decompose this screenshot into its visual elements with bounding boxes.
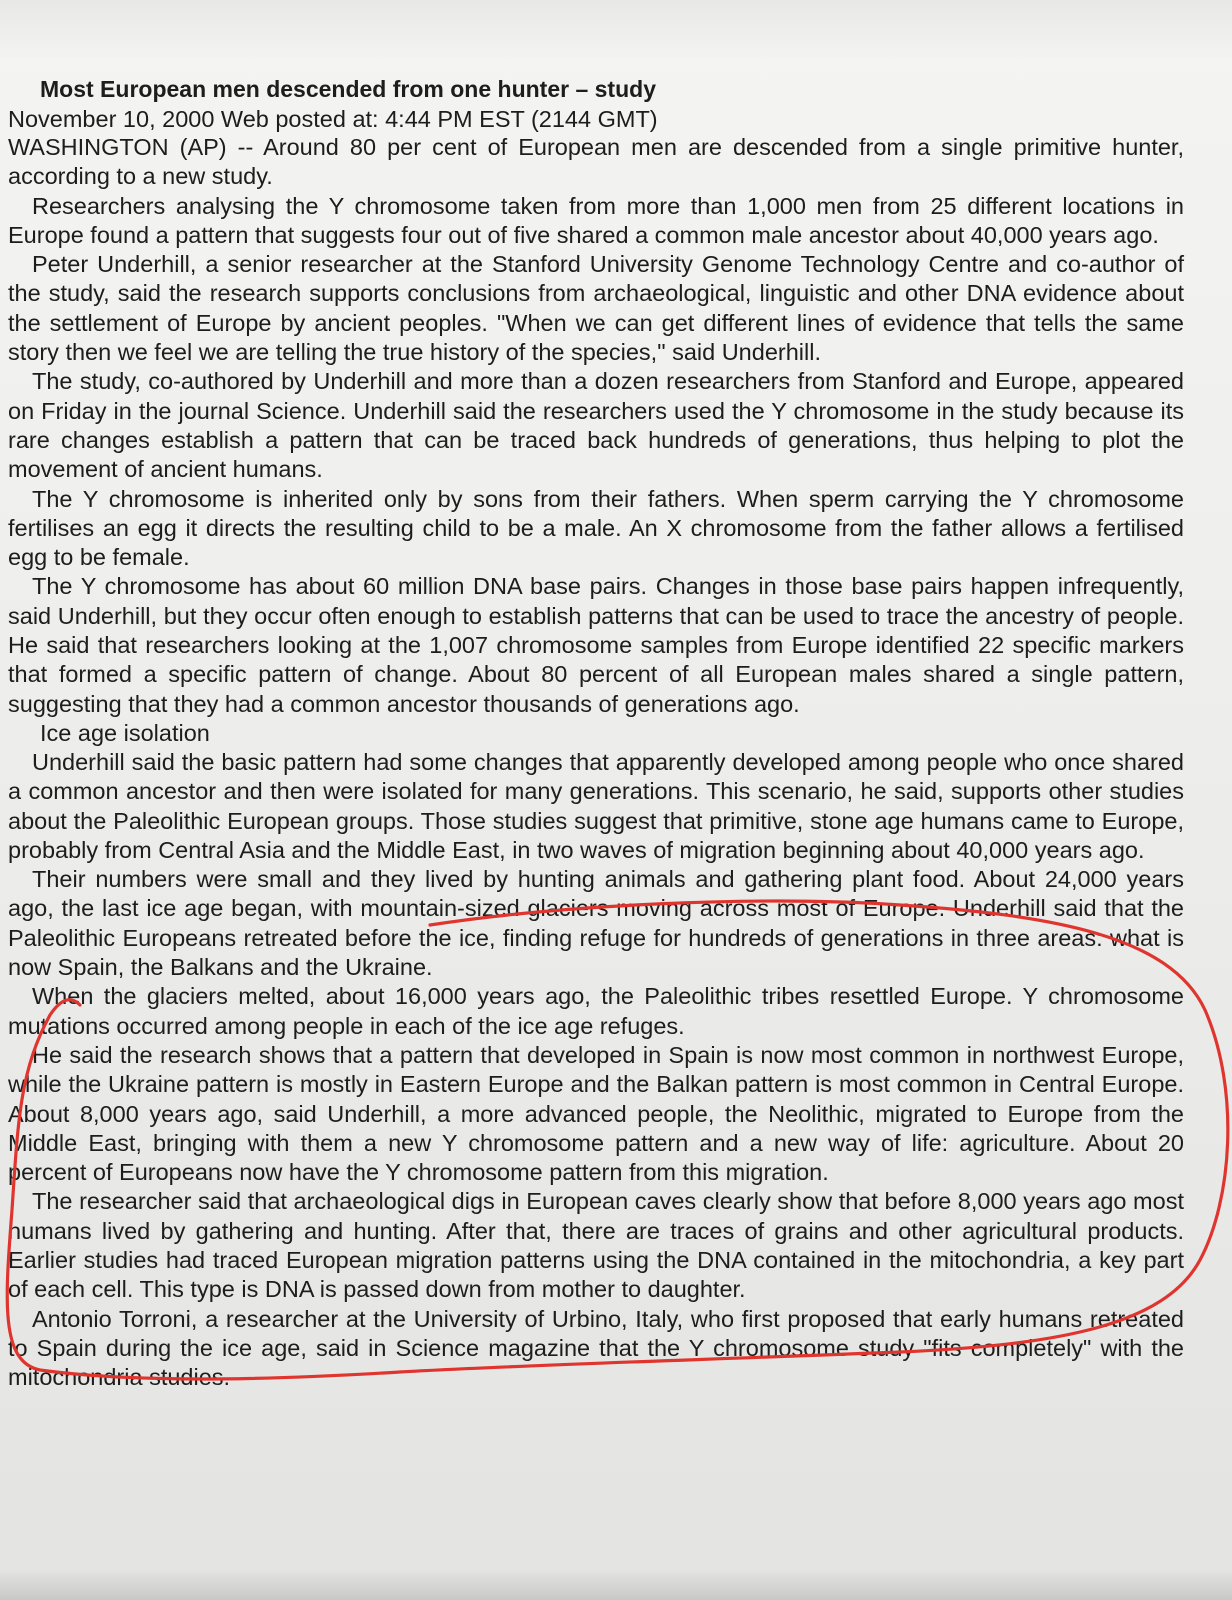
paragraph: Underhill said the basic pattern had some changes that apparently developed among people who once shared a common ancestor and then were isolated for many generations. This scenario, he said, supports other studies about the Paleolithic European groups. Those studies suggest that primitive, stone age humans came to Europe, probably from Central Asia and the Middle East, in two waves of migration beginning about 40,000 years ago. [8,748,1184,863]
news-article [8,76,1184,1392]
paragraph: He said the research shows that a pattern that developed in Spain is now most common in northwest Europe, while the Ukraine pattern is mostly in Eastern Europe and the Balkan pattern is most common in Central Europe. About 8,000 years ago, said Underhill, a more advanced people, the Neolithic, migrated to Europe from the Middle East, bringing with them a new Y chromosome pattern and a new way of life: agriculture. About 20 percent of Europeans now have the Y chromosome pattern from this migration. [8,1041,1184,1186]
page-shadow [0,0,1232,60]
paragraph: Antonio Torroni, a researcher at the University of Urbino, Italy, who first proposed that early humans retreated to Spain during the ice age, said in Science magazine that the Y chromosome study "fits completely" with the mitochondria studies. [8,1305,1184,1391]
paragraph: The researcher said that archaeological digs in European caves clearly show that before 8,000 years ago most humans lived by gathering and hunting. After that, there are traces of grains and other agricultural products. Earlier studies had traced European migration patterns using the DNA contained in the mitochondria, a key part of each cell. This type is DNA is passed down from mother to daughter. [8,1188,1184,1303]
dateline: November 10, 2000 Web posted at: 4:44 PM EST (2144 GMT) [8,106,658,132]
paragraph: When the glaciers melted, about 16,000 years ago, the Paleolithic tribes resettled Europe. Y chromosome mutations occurred among people in each of the ice age refuges. [8,983,1184,1039]
paragraph: WASHINGTON (AP) -- Around 80 per cent of European men are descended from a single primitive hunter, according to a new study. [8,134,1184,190]
paragraph: The Y chromosome has about 60 million DNA base pairs. Changes in those base pairs happen infrequently, said Underhill, but they occur often enough to establish patterns that can be used to trace the ancestry of people. He said that researchers looking at the 1,007 chromosome samples from Europe identified 22 specific markers that formed a specific pattern of change. About 80 percent of all European males shared a single pattern, suggesting that they had a common ancestor thousands of generations ago. [8,573,1184,717]
page-bottom-shadow [0,1570,1232,1600]
paragraph: Researchers analysing the Y chromosome taken from more than 1,000 men from 25 different locations in Europe found a pattern that suggests four out of five shared a common male ancestor about 40,000 years ago. [8,192,1184,248]
paragraph: The Y chromosome is inherited only by sons from their fathers. When sperm carrying the Y chromosome fertilises an egg it directs the resulting child to be a male. An X chromosome from the father allows a fertilised egg to be female. [8,485,1184,571]
paragraph: The study, co-authored by Underhill and more than a dozen researchers from Stanford and Europe, appeared on Friday in the journal Science. Underhill said the researchers used the Y chromosome in the study because its rare changes establish a pattern that can be traced back hundreds of generations, thus helping to plot the movement of ancient humans. [8,368,1184,483]
paragraph: Their numbers were small and they lived by hunting animals and gathering plant food. About 24,000 years ago, the last ice age began, with mountain-sized glaciers moving across most of Europe. Underhill said that the Paleolithic Europeans retreated before the ice, finding refuge for hundreds of generations in three areas: what is now Spain, the Balkans and the Ukraine. [8,866,1184,981]
section-subheading: Ice age isolation [40,719,210,746]
headline: Most European men descended from one hunter – study [40,76,656,102]
paragraph: Peter Underhill, a senior researcher at the Stanford University Genome Technology Centre and co-author of the study, said the research supports conclusions from archaeological, linguistic and other DNA evidence about the settlement of Europe by ancient peoples. "When we can get different lines of evidence that tells the same story then we feel we are telling the true history of the species," said Underhill. [8,251,1184,366]
